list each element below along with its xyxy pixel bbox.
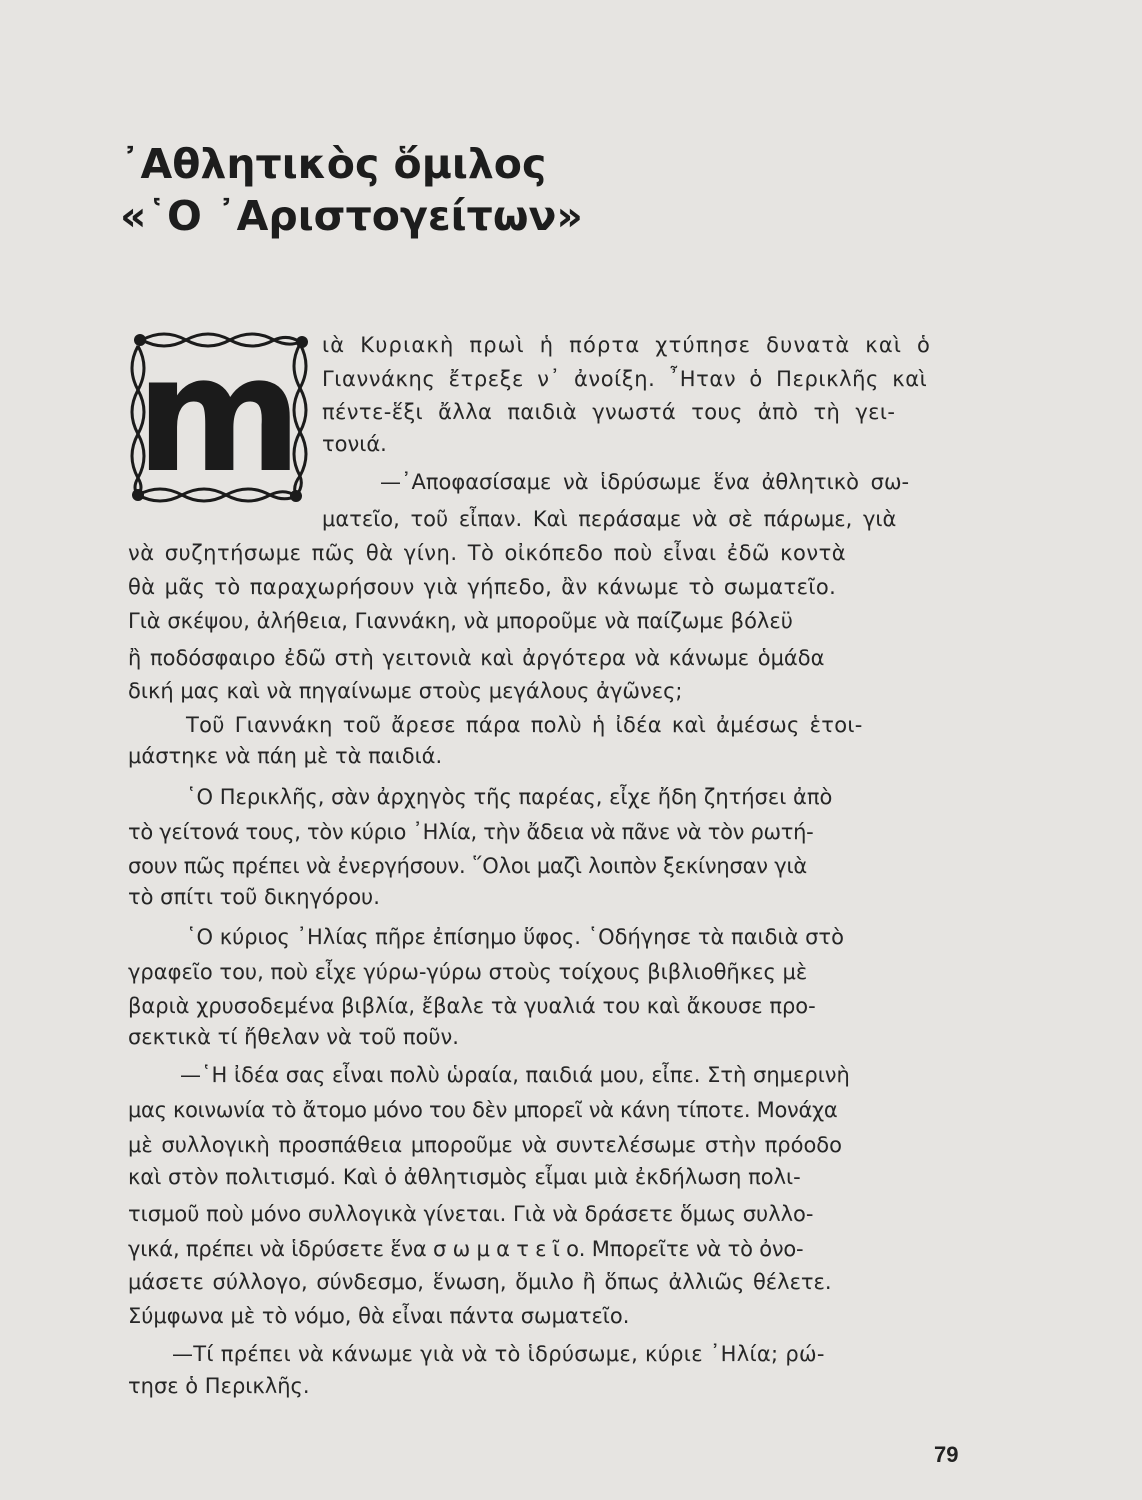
body-line: Γιὰ σκέψου, ἀλήθεια, Γιαννάκη, νὰ μποροῦμε νὰ παίζωμε βόλεϋ	[128, 609, 793, 633]
body-line: σεκτικὰ τί ἤθελαν νὰ τοῦ ποῦν.	[128, 1025, 459, 1049]
chapter-title-line-1: ᾽Αθλητικὸς ὅμιλος	[120, 140, 547, 188]
body-line: Σύμφωνα μὲ τὸ νόμο, θὰ εἶναι πάντα σωματεῖο.	[128, 1304, 630, 1328]
body-line: δική μας καὶ νὰ πηγαίνωμε στοὺς μεγάλους ἀγῶνες;	[128, 679, 683, 703]
body-line: γικά, πρέπει νὰ ἱδρύσετε ἕνα σ ω μ α τ ε ῖ ο. Μπορεῖτε νὰ τὸ ὀνο-	[128, 1237, 804, 1261]
body-line: τὸ γείτονά τους, τὸν κύριο ᾽Ηλία, τὴν ἄδεια νὰ πᾶνε νὰ τὸν ρωτή-	[128, 820, 814, 844]
body-line: ματεῖο, τοῦ εἶπαν. Καὶ περάσαμε νὰ σὲ πάρωμε, γιὰ	[322, 507, 897, 531]
body-line: τισμοῦ ποὺ μόνο συλλογικὰ γίνεται. Γιὰ νὰ δράσετε ὅμως συλλο-	[128, 1202, 814, 1226]
chapter-title	[120, 138, 820, 242]
page-number: 79	[934, 1442, 959, 1467]
body-line: μὲ συλλογικὴ προσπάθεια μποροῦμε νὰ συντελέσωμε στὴν πρόοδο	[128, 1133, 842, 1157]
body-line: βαριὰ χρυσοδεμένα βιβλία, ἔβαλε τὰ γυαλιά του καὶ ἄκουσε προ-	[128, 994, 816, 1018]
body-line: ῾Ο κύριος ᾽Ηλίας πῆρε ἐπίσημο ὕφος. ῾Οδήγησε τὰ παιδιὰ στὸ	[186, 925, 844, 949]
body-line: τὸ σπίτι τοῦ δικηγόρου.	[128, 885, 380, 909]
body-line: γραφεῖο του, ποὺ εἶχε γύρω-γύρω στοὺς τοίχους βιβλιοθῆκες μὲ	[128, 960, 808, 984]
body-line: Τοῦ Γιαννάκη τοῦ ἄρεσε πάρα πολὺ ἡ ἰδέα καὶ ἀμέσως ἑτοι-	[186, 713, 863, 737]
body-line: ἢ ποδόσφαιρο ἐδῶ στὴ γειτονιὰ καὶ ἀργότερα νὰ κάνωμε ὁμάδα	[128, 646, 825, 670]
body-line: σουν πῶς πρέπει νὰ ἐνεργήσουν. ῞Ολοι μαζὶ λοιπὸν ξεκίνησαν γιὰ	[128, 854, 808, 878]
body-line: —᾽Αποφασίσαμε νὰ ἱδρύσωμε ἕνα ἀθλητικὸ σω-	[380, 470, 910, 494]
body-line: —Τί πρέπει νὰ κάνωμε γιὰ νὰ τὸ ἱδρύσωμε, κύριε ᾽Ηλία; ρώ-	[172, 1342, 825, 1366]
body-line: θὰ μᾶς τὸ παραχωρήσουν γιὰ γήπεδο, ἂν κάνωμε τὸ σωματεῖο.	[128, 575, 837, 599]
body-line: Γιαννάκης ἔτρεξε ν᾽ ἀνοίξη. ῏Ηταν ὁ Περικλῆς καὶ	[322, 367, 928, 391]
body-line: πέντε-ἕξι ἄλλα παιδιὰ γνωστά τους ἀπὸ τὴ γει-	[322, 400, 896, 424]
body-line: μάστηκε νὰ πάη μὲ τὰ παιδιά.	[128, 744, 443, 768]
body-line: τησε ὁ Περικλῆς.	[128, 1374, 310, 1398]
body-line: τονιά.	[322, 432, 387, 456]
body-line: μάσετε σύλλογο, σύνδεσμο, ἕνωση, ὅμιλο ἢ ὅπως ἀλλιῶς θέλετε.	[128, 1270, 832, 1294]
body-line: ιὰ Κυριακὴ πρωὶ ἡ πόρτα χτύπησε δυνατὰ καὶ ὁ	[322, 333, 932, 357]
body-line: ῾Ο Περικλῆς, σὰν ἀρχηγὸς τῆς παρέας, εἶχε ἤδη ζητήσει ἀπὸ	[186, 785, 833, 809]
body-line: νὰ συζητήσωμε πῶς θὰ γίνη. Τὸ οἰκόπεδο ποὺ εἶναι ἐδῶ κοντὰ	[128, 541, 847, 565]
chapter-title-line-2: «῾Ο ᾽Αριστογείτων»	[120, 192, 583, 240]
body-line: μας κοινωνία τὸ ἄτομο μόνο του δὲν μπορεῖ νὰ κάνη τίποτε. Μονάχα	[128, 1098, 838, 1122]
drop-cap-letter: m	[135, 330, 303, 508]
drop-cap-ornament	[128, 330, 310, 512]
body-line: —῾Η ἰδέα σας εἶναι πολὺ ὡραία, παιδιά μου, εἶπε. Στὴ σημερινὴ	[180, 1063, 850, 1087]
body-line: καὶ στὸν πολιτισμό. Καὶ ὁ ἀθλητισμὸς εἶμαι μιὰ ἐκδήλωση πολι-	[128, 1165, 801, 1189]
